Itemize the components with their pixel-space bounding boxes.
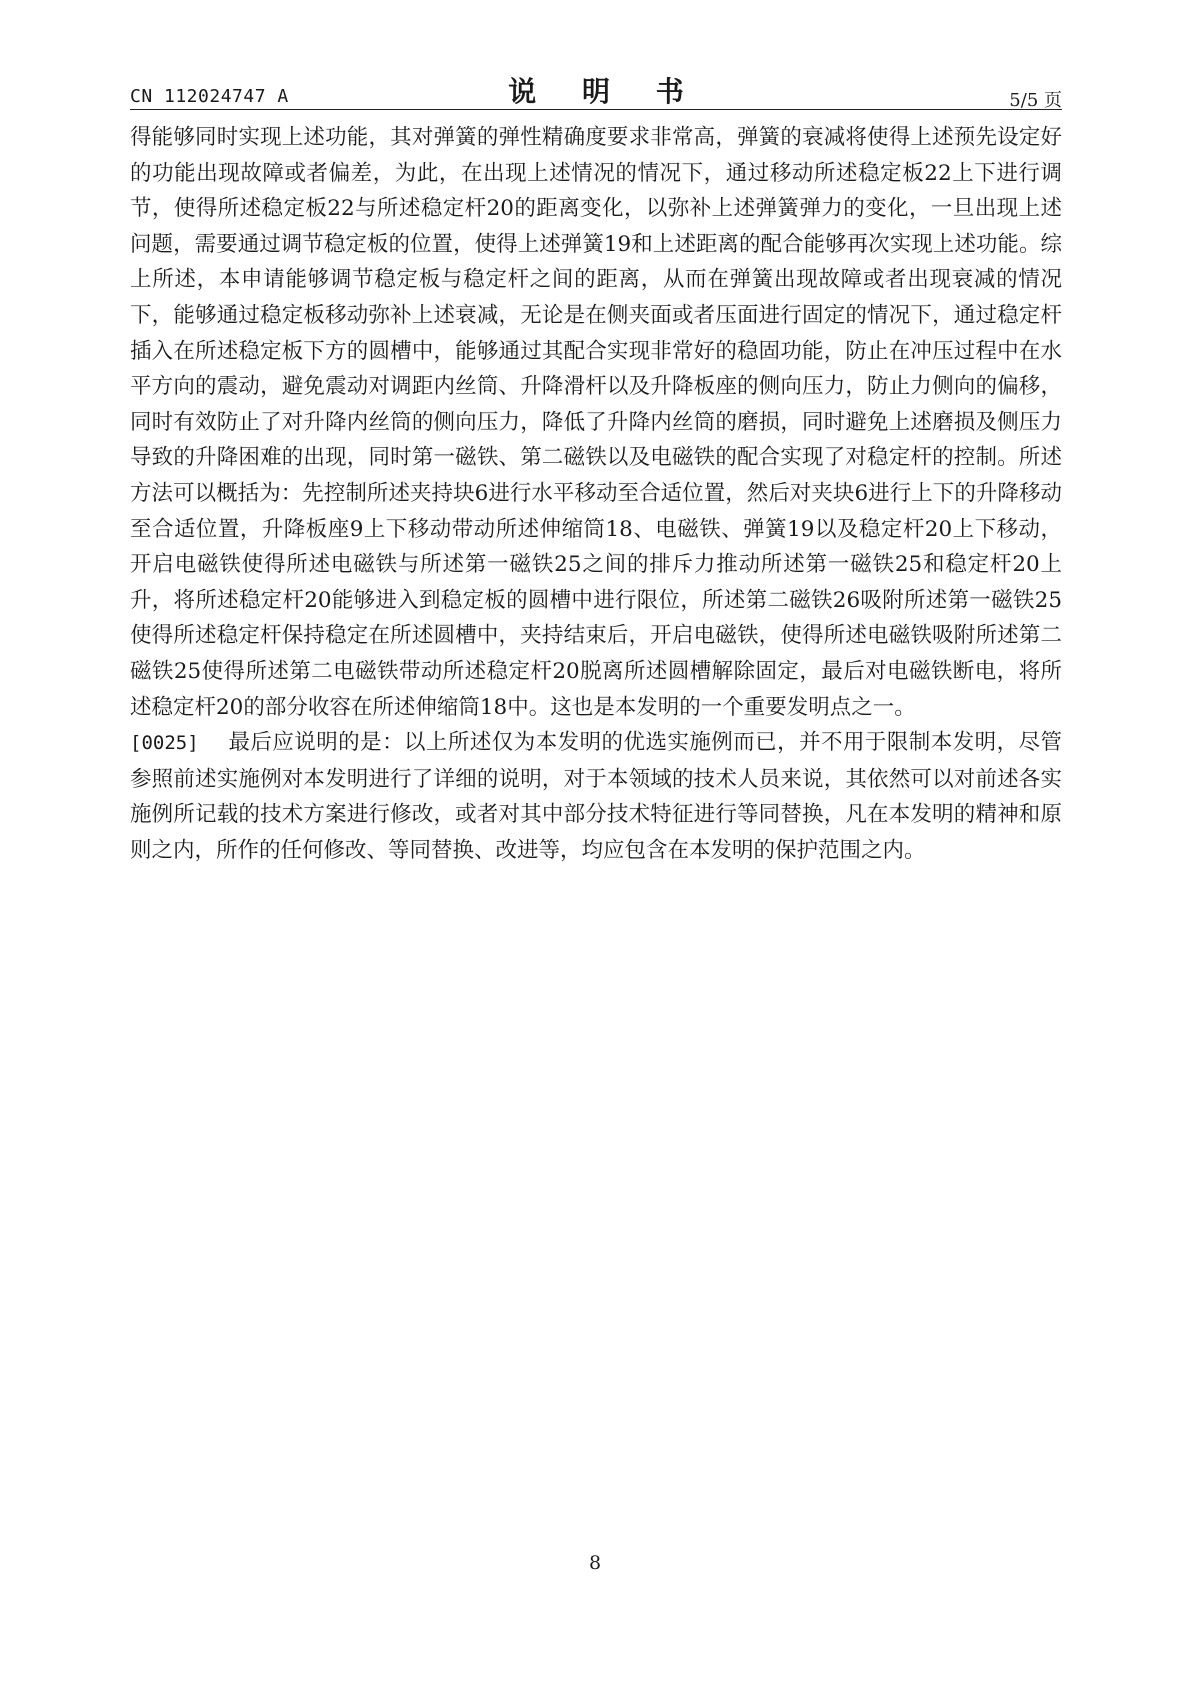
paragraph-text: 得能够同时实现上述功能，其对弹簧的弹性精确度要求非常高，弹簧的衰减将使得上述预先设定好的功能出现故障或者偏差，为此，在出现上述情况的情况下，通过移动所述稳定板22上下进行调节，使得所述稳定板22与所述稳定杆20的距离变化，以弥补上述弹簧弹力的变化，一旦出现上述问题，需要通过调节稳定板的位置，使得上述弹簧19和上述距离的配合能够再次实现上述功能。综上所述，本申请能够调节稳定板与稳定杆之间的距离，从而在弹簧出现故障或者出现衰减的情况下，能够通过稳定板移动弥补上述衰减，无论是在侧夹面或者压面进行固定的情况下，通过稳定杆插入在所述稳定板下方的圆槽中，能够通过其配合实现非常好的稳固功能，防止在冲压过程中在水平方向的震动，避免震动对调距内丝筒、升降滑杆以及升降板座的侧向压力，防止力侧向的偏移，同时有效防止了对升降内丝筒的侧向压力，降低了升降内丝筒的磨损，同时避免上述磨损及侧压力导致的升降困难的出现，同时第一磁铁、第二磁铁以及电磁铁的配合实现了对稳定杆的控制。所述方法可以概括为：先控制所述夹持块6进行水平移动至合适位置，然后对夹块6进行上下的升降移动至合适位置，升降板座9上下移动带动所述伸缩筒18、电磁铁、弹簧19以及稳定杆20上下移动，开启电磁铁使得所述电磁铁与所述第一磁铁25之间的排斥力推动所述第一磁铁25和稳定杆20上升，将所述稳定杆20能够进入到稳定板的圆槽中进行限位，所述第二磁铁26吸附所述第一磁铁25使得所述稳定杆保持稳定在所述圆槽中，夹持结束后，开启电磁铁，使得所述电磁铁吸附所述第二磁铁25使得所述第二电磁铁带动所述稳定杆20脱离所述圆槽解除固定，最后对电磁铁断电，将所述稳定杆20的部分收容在所述伸缩筒18中。这也是本发明的一个重要发明点之一。	[130, 125, 1062, 720]
document-body	[130, 120, 1062, 868]
document-title: 说 明 书	[508, 75, 702, 108]
paragraph-text: 最后应说明的是：以上所述仅为本发明的优选实施例而已，并不用于限制本发明，尽管参照前述实施例对本发明进行了详细的说明，对于本领域的技术人员来说，其依然可以对前述各实施例所记载的技术方案进行修改，或者对其中部分技术特征进行等同替换，凡在本发明的精神和原则之内，所作的任何修改、等同替换、改进等，均应包含在本发明的保护范围之内。	[130, 730, 1062, 863]
header-divider	[130, 109, 1062, 110]
page-count: 5/5 页	[1009, 90, 1062, 111]
paragraph-continuation	[130, 120, 1062, 725]
page-header	[130, 68, 1062, 112]
patent-number: CN 112024747 A	[130, 86, 289, 107]
paragraph-0025	[130, 725, 1062, 868]
page-number: 8	[588, 1552, 602, 1574]
paragraph-number: [0025]	[130, 732, 199, 755]
